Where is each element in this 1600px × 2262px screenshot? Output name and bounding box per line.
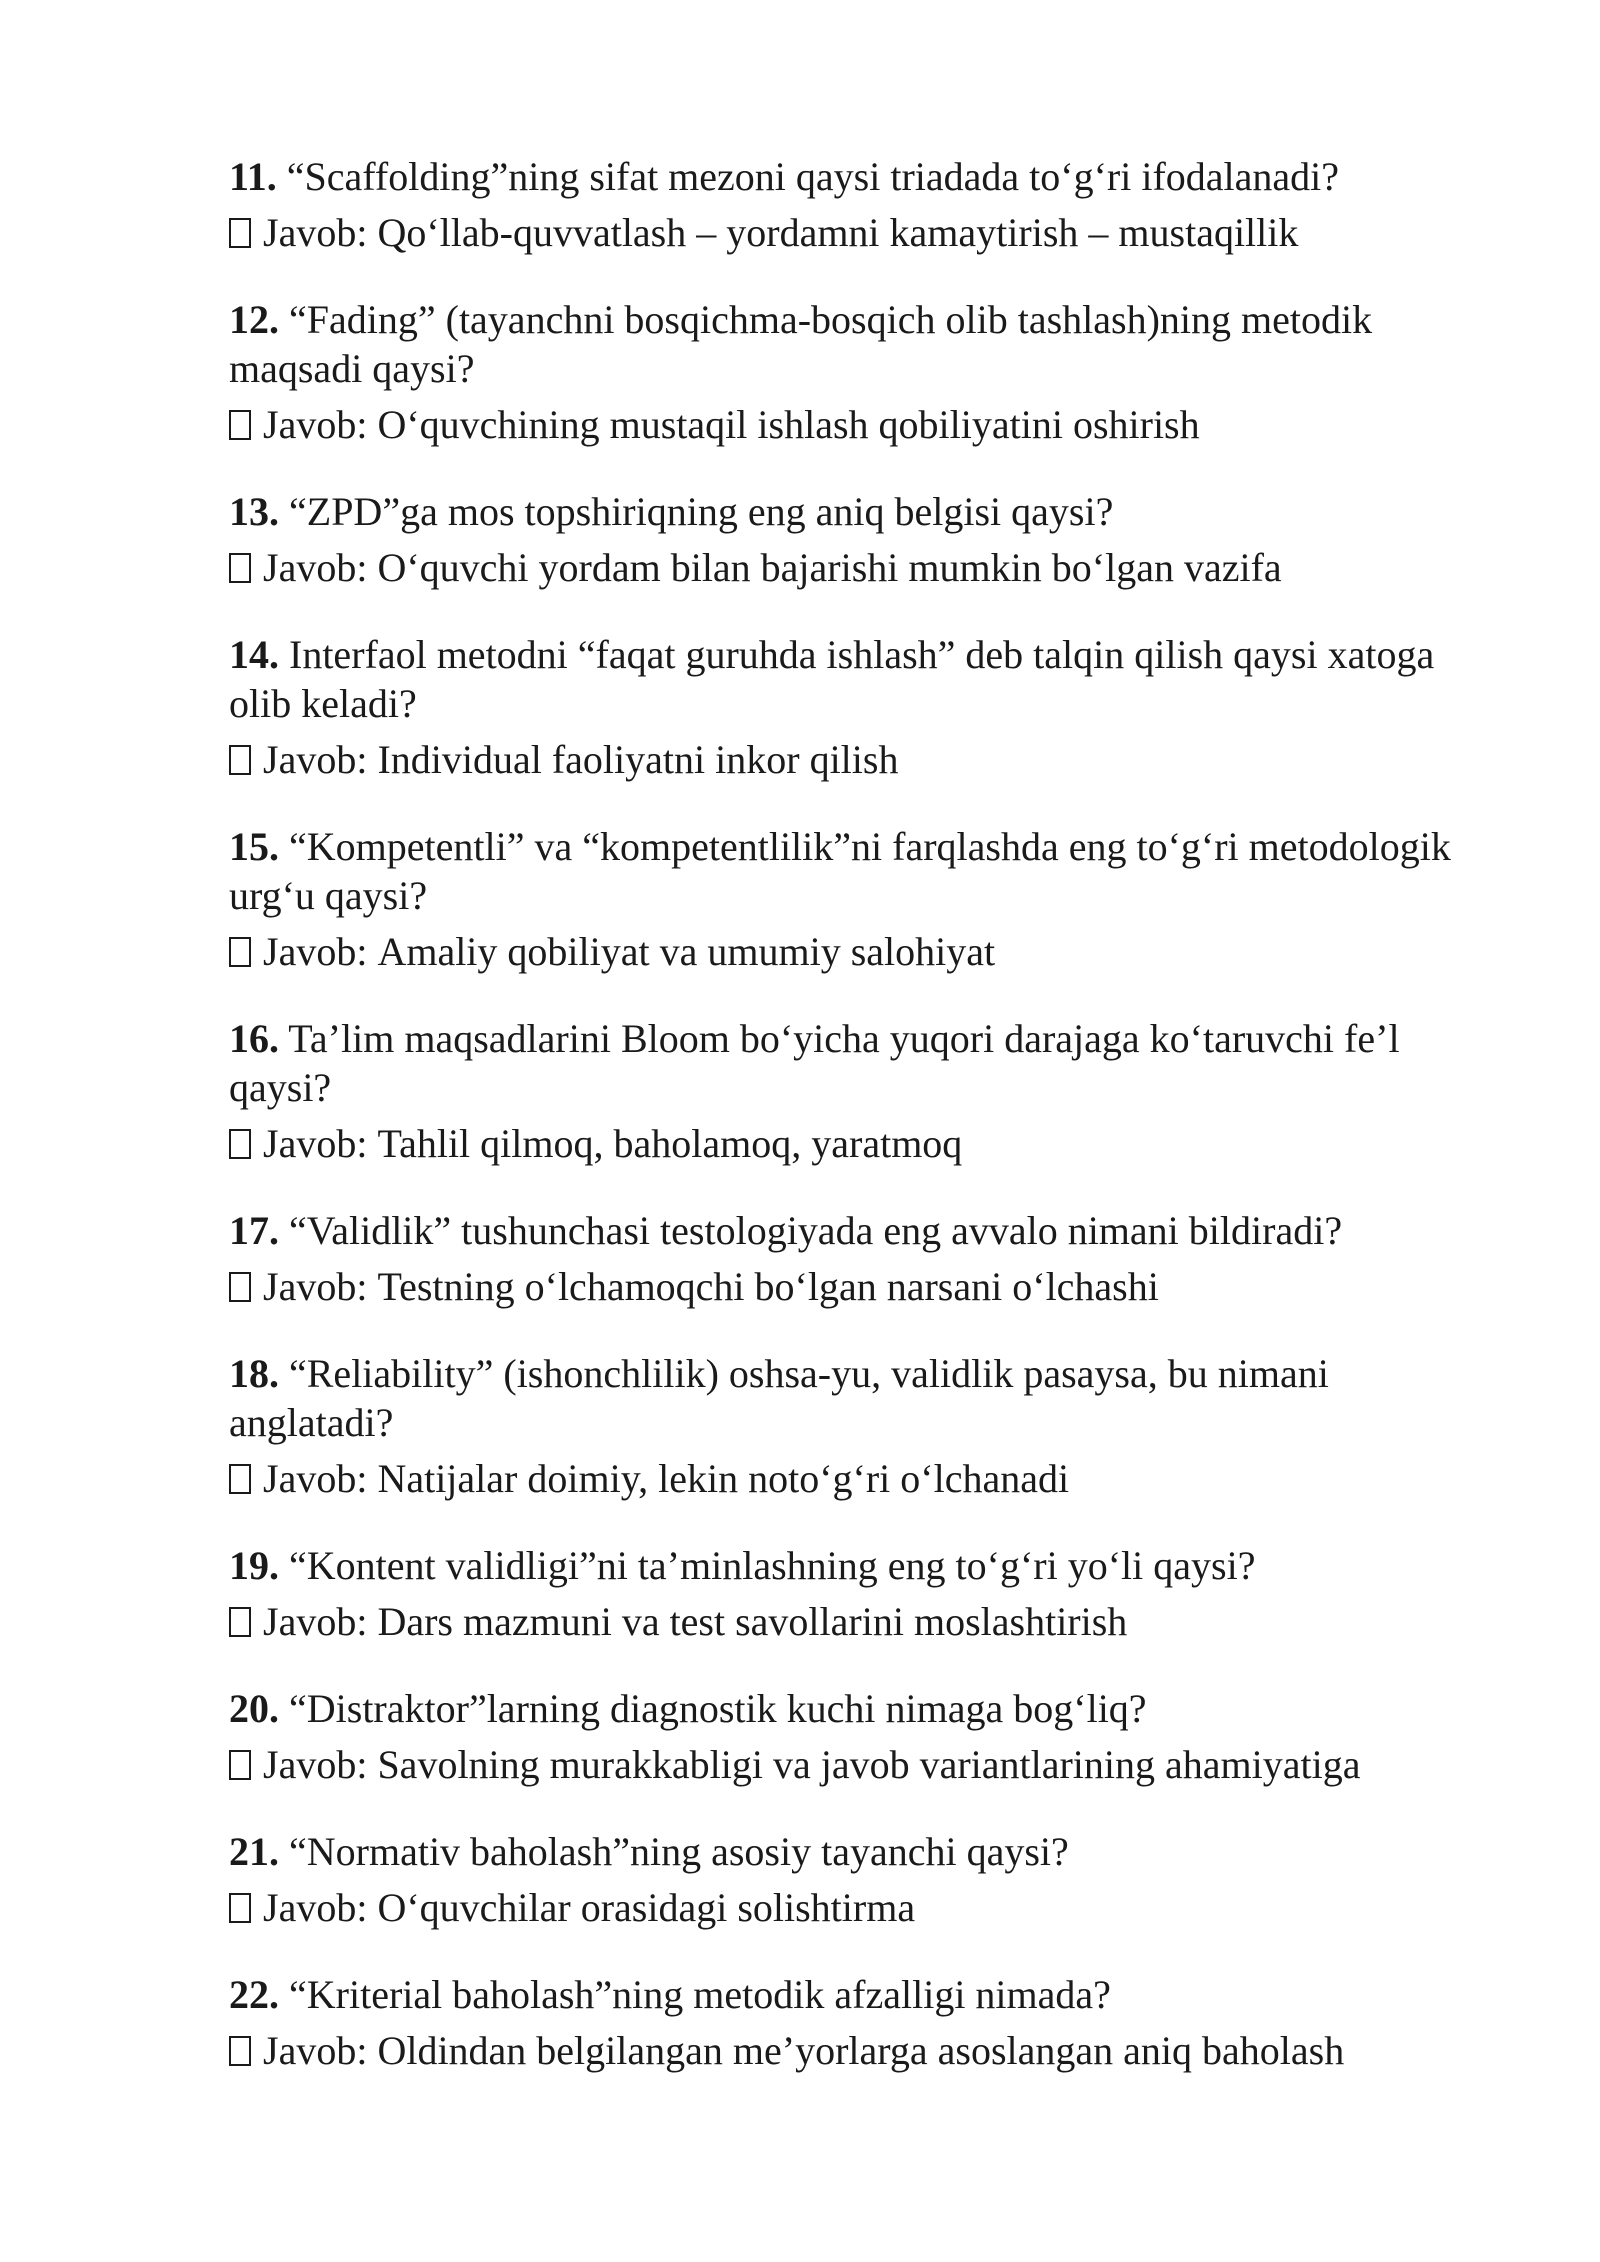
question-text: “Fading” (tayanchni bosqichma-bosqich olib tashlash)ning metodik maqsadi qaysi? — [229, 297, 1373, 391]
answer — [229, 735, 1469, 784]
question-text: “Kontent validligi”ni ta’minlashning eng to‘g‘ri yo‘li qaysi? — [289, 1543, 1256, 1588]
answer — [229, 1883, 1469, 1932]
answer — [229, 2026, 1469, 2075]
answer — [229, 1454, 1469, 1503]
answer-prefix: Javob: — [263, 1121, 368, 1166]
question — [229, 1014, 1469, 1112]
answer — [229, 1119, 1469, 1168]
missing-glyph-icon — [229, 1750, 251, 1780]
answer-text: Dars mazmuni va test savollarini moslashtirish — [377, 1599, 1128, 1644]
question — [229, 1206, 1469, 1255]
question-text: Ta’lim maqsadlarini Bloom bo‘yicha yuqori darajaga ko‘taruvchi fe’l qaysi? — [229, 1016, 1400, 1110]
question-text: “Validlik” tushunchasi testologiyada eng avvalo nimani bildiradi? — [289, 1208, 1343, 1253]
question — [229, 1970, 1469, 2019]
question-number: 13. — [229, 489, 279, 534]
missing-glyph-icon — [229, 2036, 251, 2066]
question — [229, 295, 1469, 393]
missing-glyph-icon — [229, 1607, 251, 1637]
answer-prefix: Javob: — [263, 2028, 368, 2073]
qa-item — [229, 1349, 1469, 1503]
answer — [229, 208, 1469, 257]
qa-item — [229, 152, 1469, 257]
question-text: “Scaffolding”ning sifat mezoni qaysi triadada to‘g‘ri ifodalanadi? — [286, 154, 1340, 199]
missing-glyph-icon — [229, 410, 251, 440]
answer-text: Oldindan belgilangan me’yorlarga asoslangan aniq baholash — [377, 2028, 1345, 2073]
missing-glyph-icon — [229, 1464, 251, 1494]
question-number: 20. — [229, 1686, 279, 1731]
answer-prefix: Javob: — [263, 737, 368, 782]
answer-prefix: Javob: — [263, 1599, 368, 1644]
answer-prefix: Javob: — [263, 1742, 368, 1787]
answer-text: Qo‘llab-quvvatlash – yordamni kamaytirish – mustaqillik — [377, 210, 1299, 255]
answer-prefix: Javob: — [263, 210, 368, 255]
answer-prefix: Javob: — [263, 545, 368, 590]
question — [229, 1684, 1469, 1733]
qa-item — [229, 295, 1469, 449]
question-text: “Reliability” (ishonchlilik) oshsa-yu, validlik pasaysa, bu nimani anglatadi? — [229, 1351, 1329, 1445]
answer — [229, 400, 1469, 449]
answer-text: Savolning murakkabligi va javob variantlarining ahamiyatiga — [377, 1742, 1361, 1787]
qa-item — [229, 487, 1469, 592]
qa-item — [229, 1014, 1469, 1168]
qa-list — [229, 152, 1469, 2113]
missing-glyph-icon — [229, 745, 251, 775]
question-number: 22. — [229, 1972, 279, 2017]
answer-text: Tahlil qilmoq, baholamoq, yaratmoq — [377, 1121, 963, 1166]
answer — [229, 1597, 1469, 1646]
missing-glyph-icon — [229, 1893, 251, 1923]
question — [229, 630, 1469, 728]
answer-prefix: Javob: — [263, 402, 368, 447]
question — [229, 1541, 1469, 1590]
qa-item — [229, 630, 1469, 784]
question-number: 11. — [229, 154, 277, 199]
answer-text: O‘quvchining mustaqil ishlash qobiliyatini oshirish — [377, 402, 1200, 447]
question-number: 18. — [229, 1351, 279, 1396]
missing-glyph-icon — [229, 1272, 251, 1302]
answer-prefix: Javob: — [263, 1264, 368, 1309]
question — [229, 822, 1469, 920]
answer-text: Amaliy qobiliyat va umumiy salohiyat — [377, 929, 996, 974]
qa-item — [229, 1827, 1469, 1932]
question-text: “ZPD”ga mos topshiriqning eng aniq belgisi qaysi? — [289, 489, 1114, 534]
answer — [229, 543, 1469, 592]
qa-item — [229, 822, 1469, 976]
qa-item — [229, 1206, 1469, 1311]
question-text: “Normativ baholash”ning asosiy tayanchi qaysi? — [289, 1829, 1069, 1874]
question — [229, 1349, 1469, 1447]
missing-glyph-icon — [229, 218, 251, 248]
question-number: 21. — [229, 1829, 279, 1874]
answer-prefix: Javob: — [263, 1456, 368, 1501]
qa-item — [229, 1684, 1469, 1789]
answer-prefix: Javob: — [263, 1885, 368, 1930]
qa-item — [229, 1541, 1469, 1646]
answer-text: O‘quvchilar orasidagi solishtirma — [377, 1885, 916, 1930]
question-number: 17. — [229, 1208, 279, 1253]
missing-glyph-icon — [229, 553, 251, 583]
question-number: 19. — [229, 1543, 279, 1588]
answer-text: Individual faoliyatni inkor qilish — [377, 737, 899, 782]
question-text: Interfaol metodni “faqat guruhda ishlash” deb talqin qilish qaysi xatoga olib keladi? — [229, 632, 1435, 726]
question-text: “Distraktor”larning diagnostik kuchi nimaga bog‘liq? — [289, 1686, 1147, 1731]
answer-text: Natijalar doimiy, lekin noto‘g‘ri o‘lchanadi — [377, 1456, 1070, 1501]
question-number: 15. — [229, 824, 279, 869]
answer — [229, 1740, 1469, 1789]
question — [229, 152, 1469, 201]
answer — [229, 1262, 1469, 1311]
qa-item — [229, 1970, 1469, 2075]
answer — [229, 927, 1469, 976]
question-text: “Kriterial baholash”ning metodik afzalligi nimada? — [289, 1972, 1111, 2017]
question-number: 12. — [229, 297, 279, 342]
question-text: “Kompetentli” va “kompetentlilik”ni farqlashda eng to‘g‘ri metodologik urg‘u qaysi? — [229, 824, 1451, 918]
question — [229, 1827, 1469, 1876]
question-number: 16. — [229, 1016, 279, 1061]
missing-glyph-icon — [229, 937, 251, 967]
answer-text: O‘quvchi yordam bilan bajarishi mumkin bo‘lgan vazifa — [377, 545, 1282, 590]
answer-text: Testning o‘lchamoqchi bo‘lgan narsani o‘lchashi — [377, 1264, 1159, 1309]
question-number: 14. — [229, 632, 279, 677]
question — [229, 487, 1469, 536]
answer-prefix: Javob: — [263, 929, 368, 974]
missing-glyph-icon — [229, 1129, 251, 1159]
